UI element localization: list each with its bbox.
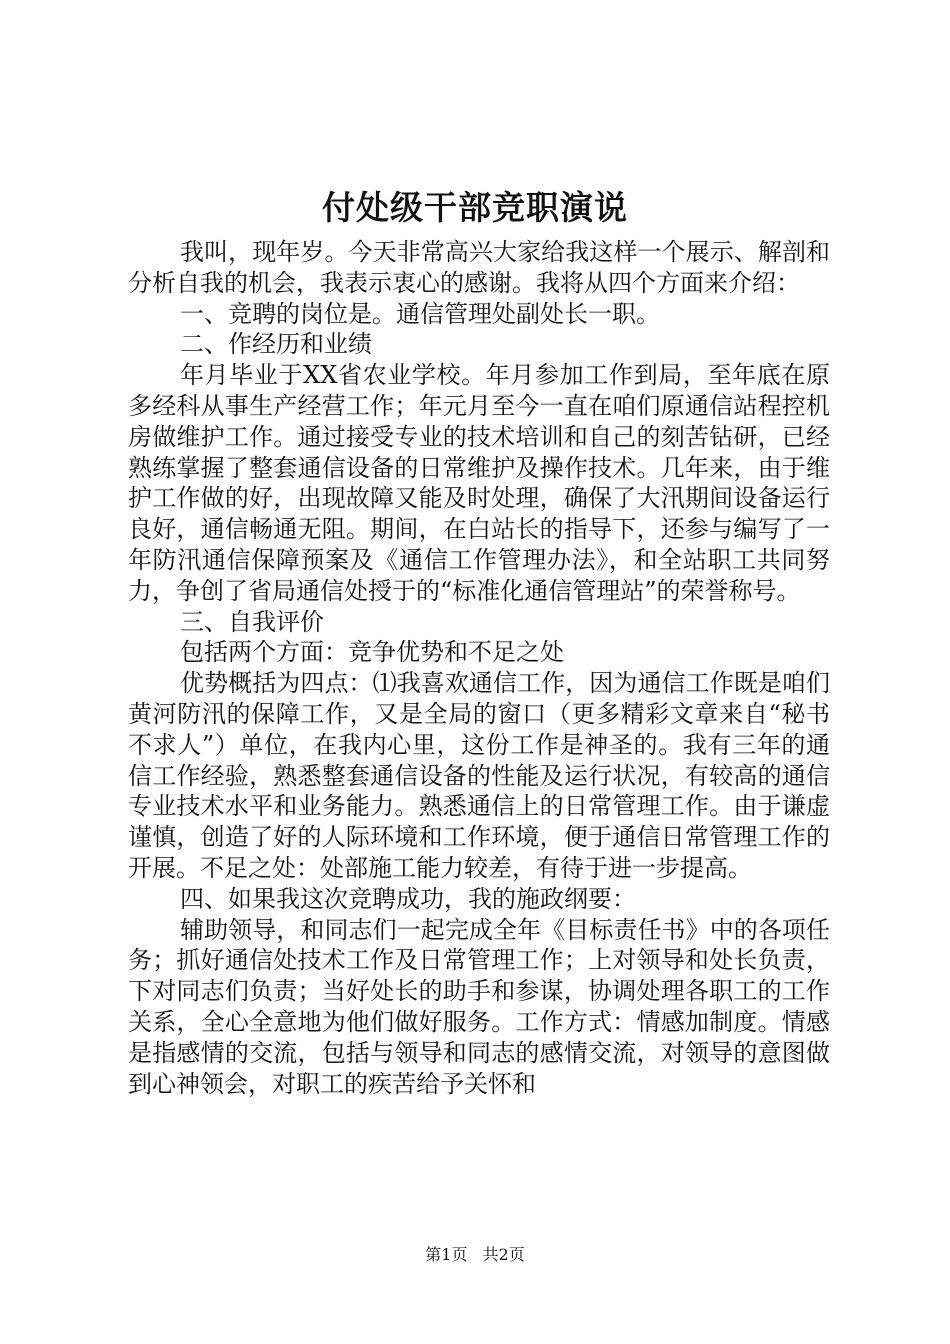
document-body bbox=[128, 237, 830, 1099]
intro-paragraph: 我叫，现年岁。今天非常高兴大家给我这样一个展示、解剖和分析自我的机会，我表示衷心的感谢。我将从四个方面来介绍： bbox=[128, 238, 830, 297]
page-total: 共2页 bbox=[482, 1245, 525, 1264]
plan-paragraph: 辅助领导，和同志们一起完成全年《目标责任书》中的各项任务；抓好通信处技术工作及日常管理工作；上对领导和处长负责，下对同志们负责；当好处长的助手和参谋，协调处理各职工的工作关系，全心全意地为他们做好服务。工作方式：情感加制度。情感是指感情的交流，包括与领导和同志的感情交流，对领导的意图做到心神领会，对职工的疾苦给予关怀和 bbox=[128, 915, 830, 1098]
section-three-heading: 三、自我评价 bbox=[180, 607, 324, 636]
strengths-paragraph: 优势概括为四点：⑴我喜欢通信工作，因为通信工作既是咱们黄河防汛的保障工作，又是全局的窗口（更多精彩文章来自“秘书不求人”）单位，在我内心里，这份工作是神圣的。我有三年的通信工作经验，熟悉整套通信设备的性能及运行状况，有较高的通信专业技术水平和业务能力。熟悉通信上的日常管理工作。由于谦虚谨慎，创造了好的人际环境和工作环境，便于通信日常管理工作的开展。不足之处：处部施工能力较差，有待于进一步提高。 bbox=[128, 669, 830, 882]
document-title: 付处级干部竞职演说 bbox=[322, 188, 628, 227]
experience-paragraph: 年月毕业于XX省农业学校。年月参加工作到局，至年底在原多经科从事生产经营工作；年元月至今一直在咱们原通信站程控机房做维护工作。通过接受专业的技术培训和自己的刻苦钻研，已经熟练掌握了整套通信设备的日常维护及操作技术。几年来，由于维护工作做的好，出现故障又能及时处理，确保了大汛期间设备运行良好，通信畅通无阻。期间，在白站长的指导下，还参与编写了一年防汛通信保障预案及《通信工作管理办法》，和全站职工共同努力，争创了省局通信处授于的“标准化通信管理站”的荣誉称号。 bbox=[128, 361, 830, 605]
section-one-heading: 一、竞聘的岗位是。通信管理处副处长一职。 bbox=[180, 299, 660, 328]
page-footer bbox=[0, 1244, 950, 1266]
section-two-heading: 二、作经历和业绩 bbox=[180, 330, 372, 359]
section-four-heading: 四、如果我这次竞聘成功，我的施政纲要： bbox=[180, 884, 636, 913]
page-number: 第1页 bbox=[425, 1245, 468, 1264]
evaluation-summary: 包括两个方面：竞争优势和不足之处 bbox=[180, 638, 564, 667]
